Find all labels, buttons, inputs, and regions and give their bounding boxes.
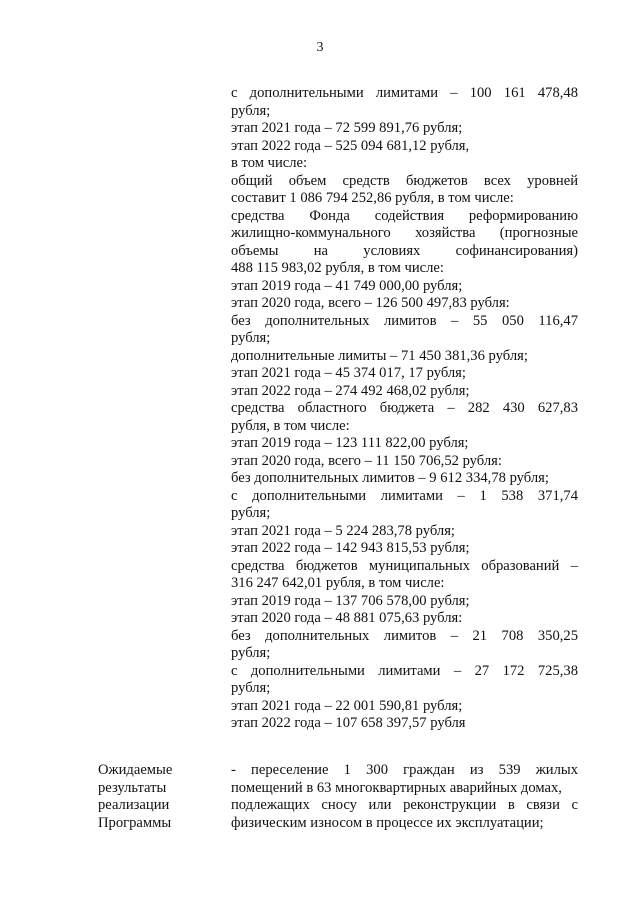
page-number: 3 [316,40,324,55]
text-line: этап 2019 года – 137 706 578,00 рубля; [231,592,470,609]
text-line: средства Фонда содействия реформированию [231,207,578,224]
text-line: средства областного бюджета – 282 430 627,83 [231,400,578,416]
text-line: этап 2019 года – 41 749 000,00 рубля; [231,277,463,294]
text-line: рубля; [231,330,271,346]
text-line: объемы на условиях софинансирования) [231,242,578,259]
text-line: без дополнительных лимитов – 55 050 116,47 [231,312,578,329]
text-line: помещений в 63 многоквартирных аварийных домах, [231,779,562,796]
text-line: рубля; [231,680,271,696]
funding-text-block [231,85,578,733]
label-line: Ожидаемые [98,762,173,778]
text-line: жилищно-коммунального хозяйства (прогнозные [231,225,578,241]
text-line: этап 2020 года, всего – 126 500 497,83 рубля: [231,295,510,311]
label-line: результаты [98,779,167,796]
text-line: этап 2020 года – 48 881 075,63 рубля: [231,610,463,626]
text-line: этап 2021 года – 22 001 590,81 рубля; [231,697,463,714]
text-line: с дополнительными лимитами – 100 161 478,48 [231,85,578,101]
text-line: рубля; [231,505,271,521]
text-line: без дополнительных лимитов – 9 612 334,78 рубля; [231,470,549,486]
text-line: без дополнительных лимитов – 21 708 350,25 [231,627,578,644]
text-line: 316 247 642,01 рубля, в том числе: [231,575,445,591]
text-line: этап 2021 года – 72 599 891,76 рубля; [231,120,463,136]
text-line: с дополнительными лимитами – 27 172 725,38 [231,662,578,679]
text-line: средства бюджетов муниципальных образований – [231,557,578,574]
text-line: с дополнительными лимитами – 1 538 371,74 [231,487,578,504]
text-line: этап 2020 года, всего – 11 150 706,52 рубля: [231,452,502,469]
text-line: этап 2022 года – 525 094 681,12 рубля, [231,137,470,154]
text-line: этап 2022 года – 142 943 815,53 рубля; [231,540,470,556]
text-line: составит 1 086 794 252,86 рубля, в том числе: [231,190,514,206]
results-section-label [98,762,208,832]
text-line: этап 2022 года – 274 492 468,02 рубля; [231,382,470,399]
results-section-text [231,762,578,832]
text-line: 488 115 983,02 рубля, в том числе: [231,260,444,276]
text-line: подлежащих сносу или реконструкции в связи с [231,797,578,813]
label-line: Программы [98,814,172,831]
text-line: рубля, в том числе: [231,417,350,434]
text-line: физическим износом в процессе их эксплуатации; [231,814,544,831]
text-line: рубля; [231,645,271,661]
text-line: этап 2021 года – 45 374 017, 17 рубля; [231,365,466,381]
text-line: этап 2022 года – 107 658 397,57 рубля [231,715,466,731]
label-line: реализации [98,797,170,813]
text-line: этап 2021 года – 5 224 283,78 рубля; [231,522,455,539]
text-line: - переселение 1 300 граждан из 539 жилых [231,762,578,778]
text-line: дополнительные лимиты – 71 450 381,36 рубля; [231,347,528,364]
text-line: в том числе: [231,155,308,171]
text-line: общий объем средств бюджетов всех уровней [231,172,578,189]
text-line: рубля; [231,102,271,119]
text-line: этап 2019 года – 123 111 822,00 рубля; [231,435,469,451]
